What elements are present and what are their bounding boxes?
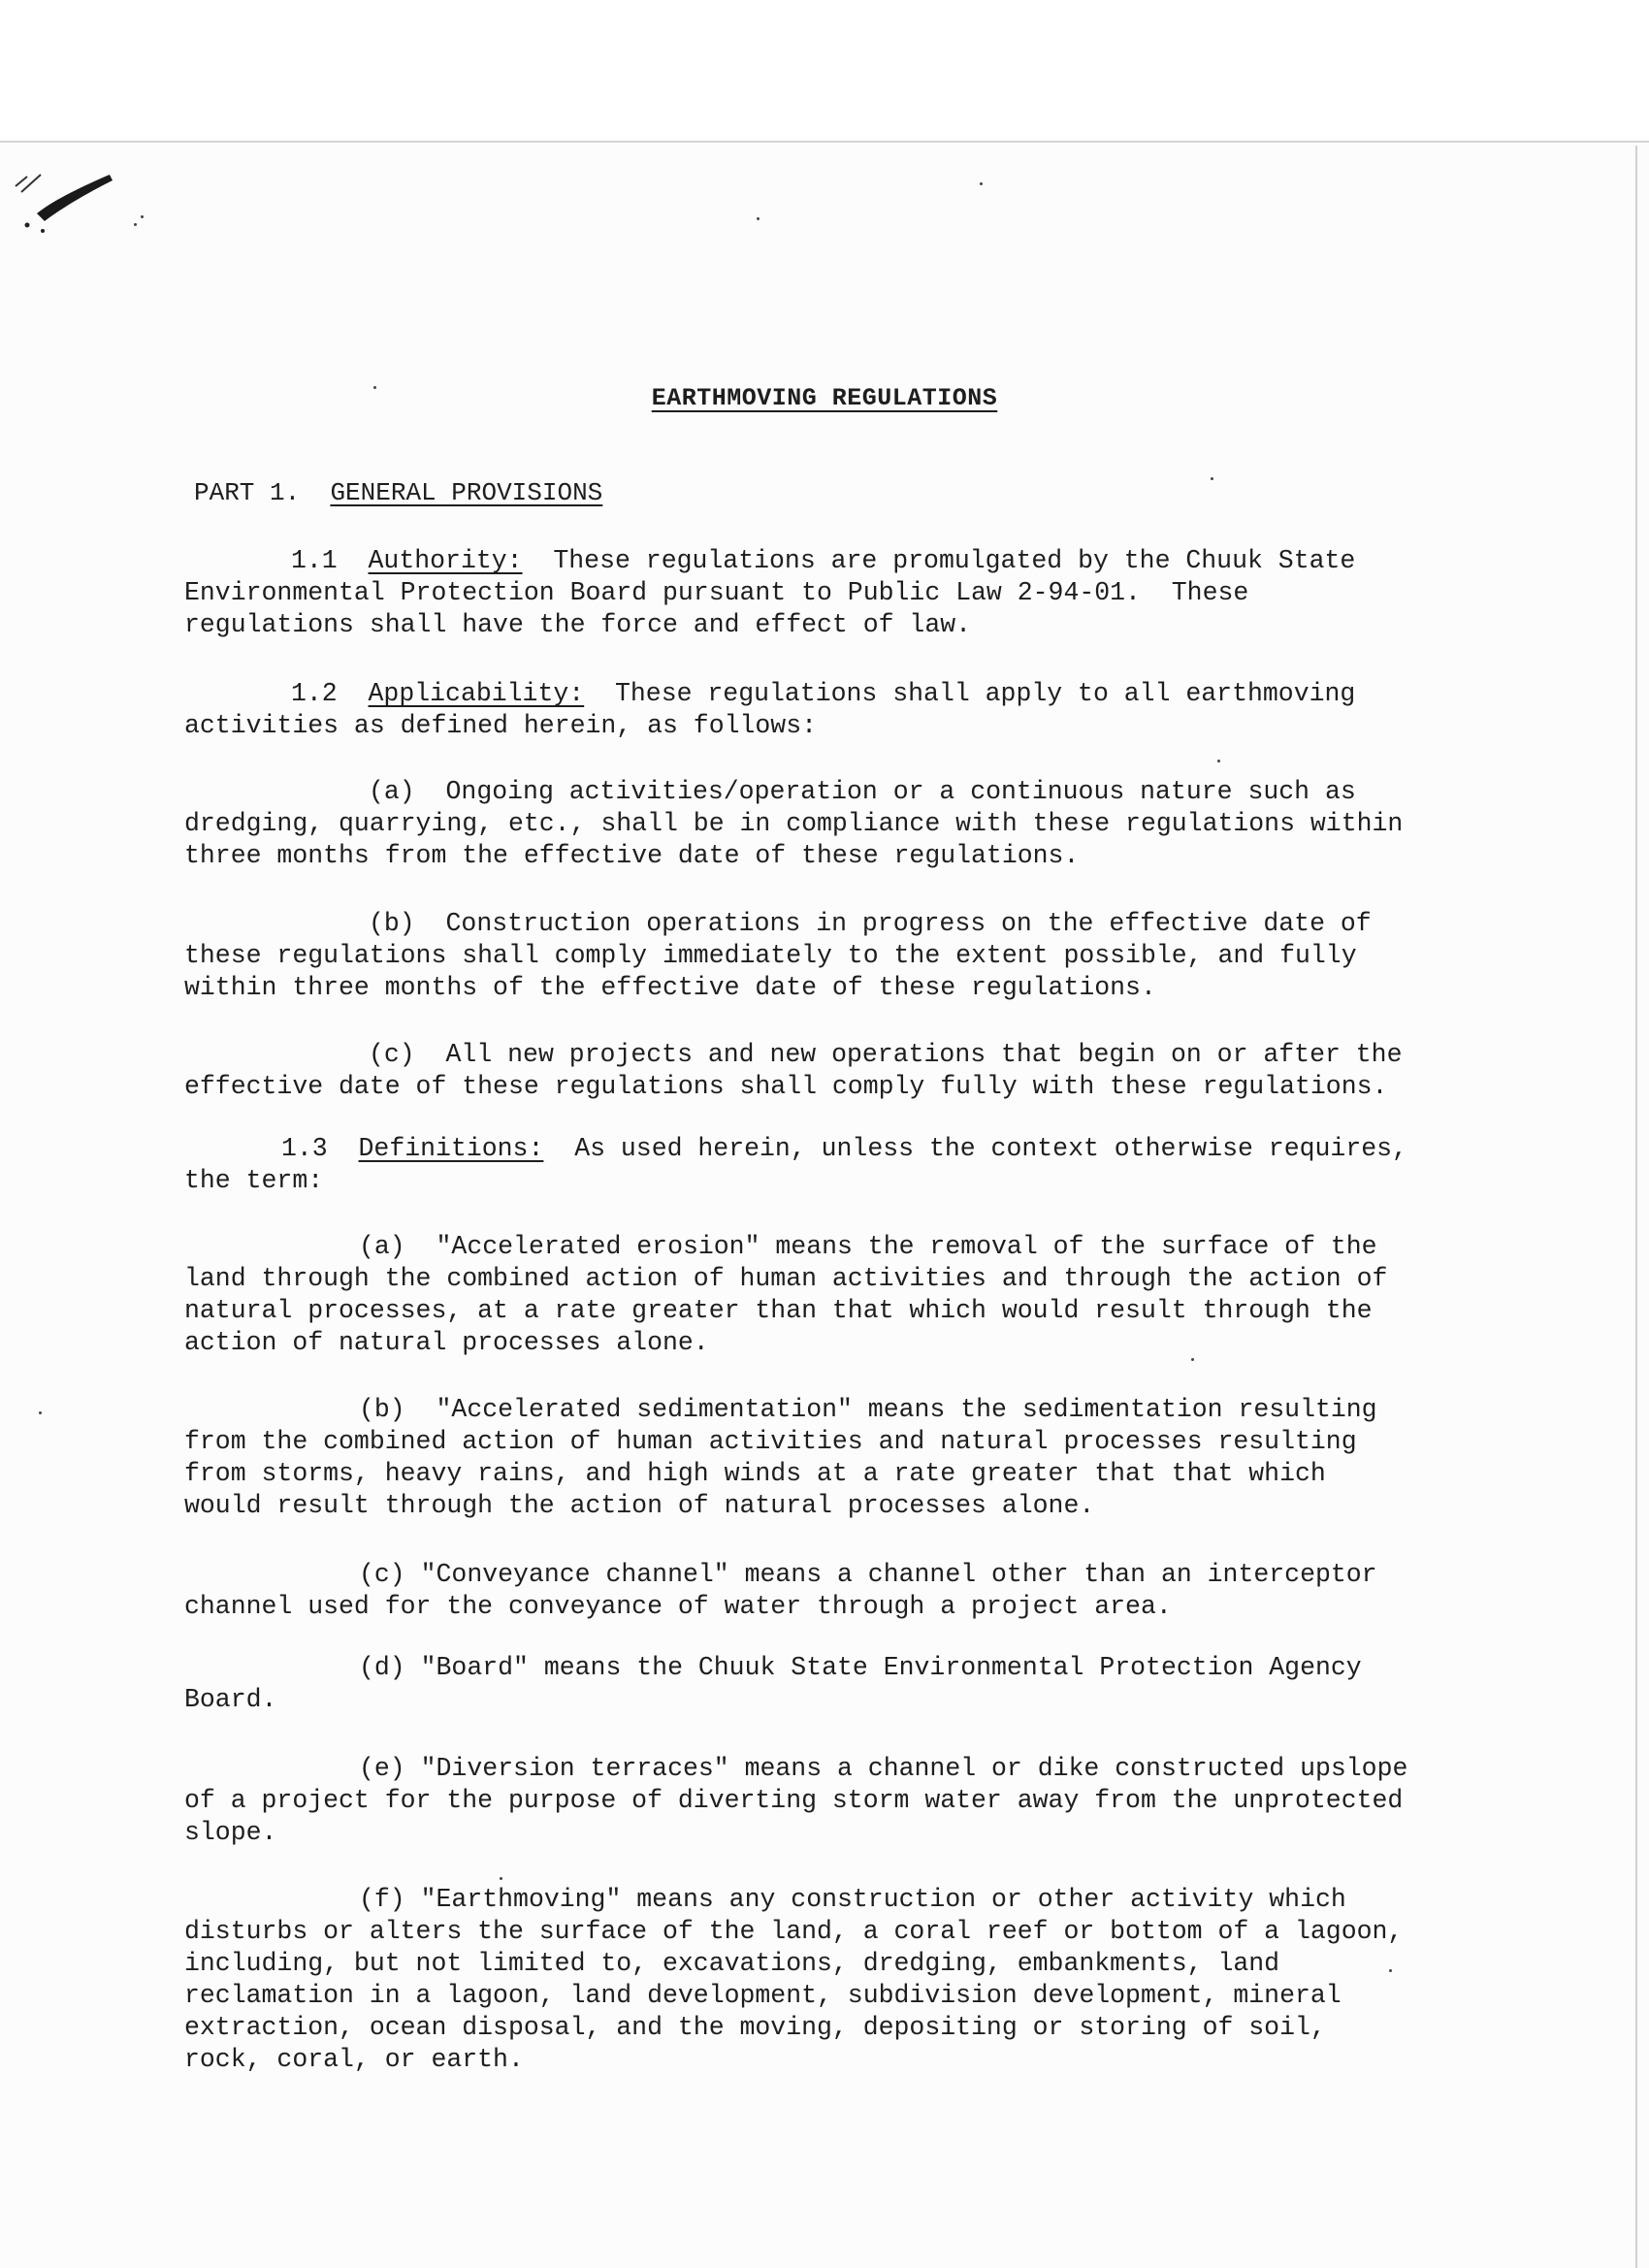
definition-d-board: (d) "Board" means the Chuuk State Environmental Protection Agency Board. <box>184 1653 1362 1714</box>
part-heading <box>194 478 602 507</box>
definition-b-accelerated-sedimentation: (b) "Accelerated sedimentation" means the sedimentation resulting from the combined action of human activities and natural processes resulting from storms, heavy rains, and high winds at a rate greater that that which would result through the action of natural processes alone. <box>184 1395 1377 1520</box>
term-authority: Authority: <box>368 546 523 575</box>
part-title: GENERAL PROVISIONS <box>330 478 603 507</box>
section-1-2-applicability: 1.2 Applicability: These regulations shall apply to all earthmoving activities as defined herein, as follows: <box>184 679 1356 740</box>
subsection-1-2-b: (b) Construction operations in progress on the effective date of these regulations shall comply immediately to the extent possible, and fully within three months of the effective date of these regulations. <box>184 909 1372 1002</box>
section-1-3-definitions: 1.3 Definitions: As used herein, unless the context otherwise requires, the term: <box>184 1134 1407 1195</box>
definition-f-earthmoving: (f) "Earthmoving" means any construction or other activity which disturbs or alters the surface of the land, a coral reef or bottom of a lagoon, including, but not limited to, excavations, dredging, embankments, land reclamation in a lagoon, land development, subdivision development, mineral extraction, ocean disposal, and the moving, depositing or storing of soil, rock, coral, or earth. <box>184 1885 1404 2074</box>
definition-a-accelerated-erosion: (a) "Accelerated erosion" means the removal of the surface of the land through the combined action of human activities and through the action of natural processes, at a rate greater than that which would result through the action of natural processes alone. <box>184 1232 1388 1357</box>
document-title: EARTHMOVING REGULATIONS <box>651 384 998 412</box>
definition-c-conveyance-channel: (c) "Conveyance channel" means a channel other than an interceptor channel used for the conveyance of water through a project area. <box>184 1560 1377 1621</box>
subsection-1-2-c: (c) All new projects and new operations that begin on or after the effective date of these regulations shall comply fully with these regulations. <box>184 1040 1403 1101</box>
part-number: PART 1. <box>194 478 301 507</box>
subsection-1-2-a: (a) Ongoing activities/operation or a continuous nature such as dredging, quarrying, etc., shall be in compliance with these regulations within three months from the effective date of these regulations. <box>184 777 1404 870</box>
term-definitions: Definitions: <box>358 1134 544 1163</box>
term-applicability: Applicability: <box>368 679 585 708</box>
definition-e-diversion-terraces: (e) "Diversion terraces" means a channel or dike constructed upslope of a project for the purpose of diverting storm water away from the unprotected slope. <box>184 1754 1408 1847</box>
section-1-1-authority: 1.1 Authority: These regulations are promulgated by the Chuuk State Environmental Protection Board pursuant to Public Law 2-94-01. These regulations shall have the force and effect of law. <box>184 546 1356 639</box>
